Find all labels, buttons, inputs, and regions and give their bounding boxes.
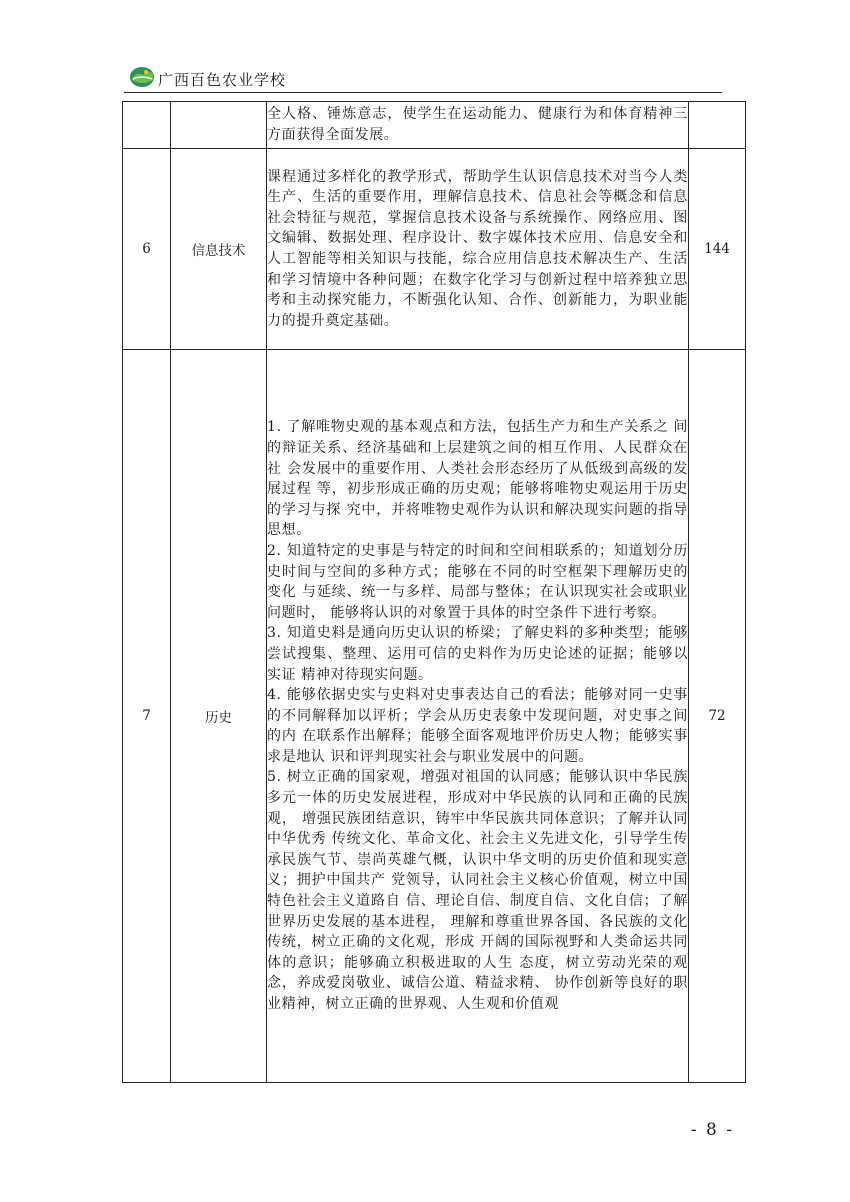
description-paragraph: 4. 能够依据史实与史料对史事表达自己的看法；能够对同一史事 的不同解释加以评析；学会从历史表象中发现问题，对史事之间的内 在联系作出解释；能够全面客观地评价历史人物；能够实事求是地认 识和评判现实社会与职业发展中的问题。 xyxy=(267,687,694,765)
table-row xyxy=(123,350,746,1083)
course-description xyxy=(267,149,689,350)
course-name: 信息技术 xyxy=(171,149,267,350)
description-paragraph: 课程通过多样化的教学形式，帮助学生认识信息技术对当今人类生产、生活的重要作用，理解信息技术、信息社会等概念和信息社会特征与规范，掌握信息技术设备与系统操作、网络应用、图文编辑、数据处理、程序设计、数字媒体技术应用、信息安全和人工智能等相关知识与技能，综合应用信息技术解决生产、生活和学习情境中各种问题；在数字化学习与创新过程中培养独立思考和主动探究能力，不断强化认知、合作、创新能力，为职业能力的提升奠定基础。 xyxy=(267,168,688,329)
course-hours: 72 xyxy=(689,350,746,1083)
description-paragraph: 2. 知道特定的史事是与特定的时间和空间相联系的；知道划分历 史时间与空间的多种方式；能够在不同的时空框架下理解历史的变化 与延续、统一与多样、局部与整体；在认识现实社会或职业问题时， 能够将认识的对象置于具体的时空条件下进行考察。 xyxy=(267,542,694,621)
page-number: - 8 - xyxy=(690,1120,734,1140)
page-header xyxy=(124,60,722,96)
description-paragraph: 5. 树立正确的国家观，增强对祖国的认同感；能够认识中华民族 多元一体的历史发展进程，形成对中华民族的认同和正确的民族观， 增强民族团结意识，铸牢中华民族共同体意识；了解并认同中华优秀 传统文化、革命文化、社会主义先进文化，引导学生传承民族气节、崇尚英雄气概，认识中华文明的历史价值和现实意义；拥护中国共产 党领导，认同社会主义核心价值观，树立中国特色社会主义道路自 信、理论自信、制度自信、文化自信；了解世界历史发展的基本进程， 理解和尊重世界各国、各民族的文化传统，树立正确的文化观，形成 开阔的国际视野和人类命运共同体的意识；能够确立积极进取的人生 态度，树立劳动光荣的观念，养成爱岗敬业、诚信公道、精益求精、 协作创新等良好的职业精神，树立正确的世界观、人生观和价值观 xyxy=(267,769,694,1013)
course-name: 历史 xyxy=(171,350,267,1083)
course-number: 7 xyxy=(123,350,171,1083)
course-description xyxy=(267,350,694,1083)
school-logo-icon xyxy=(129,64,155,88)
table-row xyxy=(123,102,746,149)
description-paragraph: 1. 了解唯物史观的基本观点和方法，包括生产力和生产关系之 间的辩证关系、经济基础和上层建筑之间的相互作用、人民群众在社 会发展中的重要作用、人类社会形态经历了从低级到高级的发展过程 等，初步形成正确的历史观；能够将唯物史观运用于历史的学习与探 究中，并将唯物史观作为认识和解决现实问题的指导思想。 xyxy=(267,419,688,539)
table-row xyxy=(123,149,746,350)
header-divider xyxy=(124,92,722,93)
course-hours xyxy=(689,102,746,149)
course-name xyxy=(171,102,267,149)
description-paragraph: 全人格、锤炼意志，使学生在运动能力、健康行为和体育精神三方面获得全面发展。 xyxy=(267,106,688,143)
course-description xyxy=(267,102,689,149)
course-number: 6 xyxy=(123,149,171,350)
curriculum-table xyxy=(122,101,746,1083)
description-paragraph: 3. 知道史料是通向历史认识的桥梁；了解史料的多种类型；能够 尝试搜集、整理、运用可信的史料作为历史论述的证据；能够以实证 精神对待现实问题。 xyxy=(267,625,694,683)
school-name: 广西百色农业学校 xyxy=(158,71,287,89)
course-hours: 144 xyxy=(689,149,746,350)
course-number xyxy=(123,102,171,149)
